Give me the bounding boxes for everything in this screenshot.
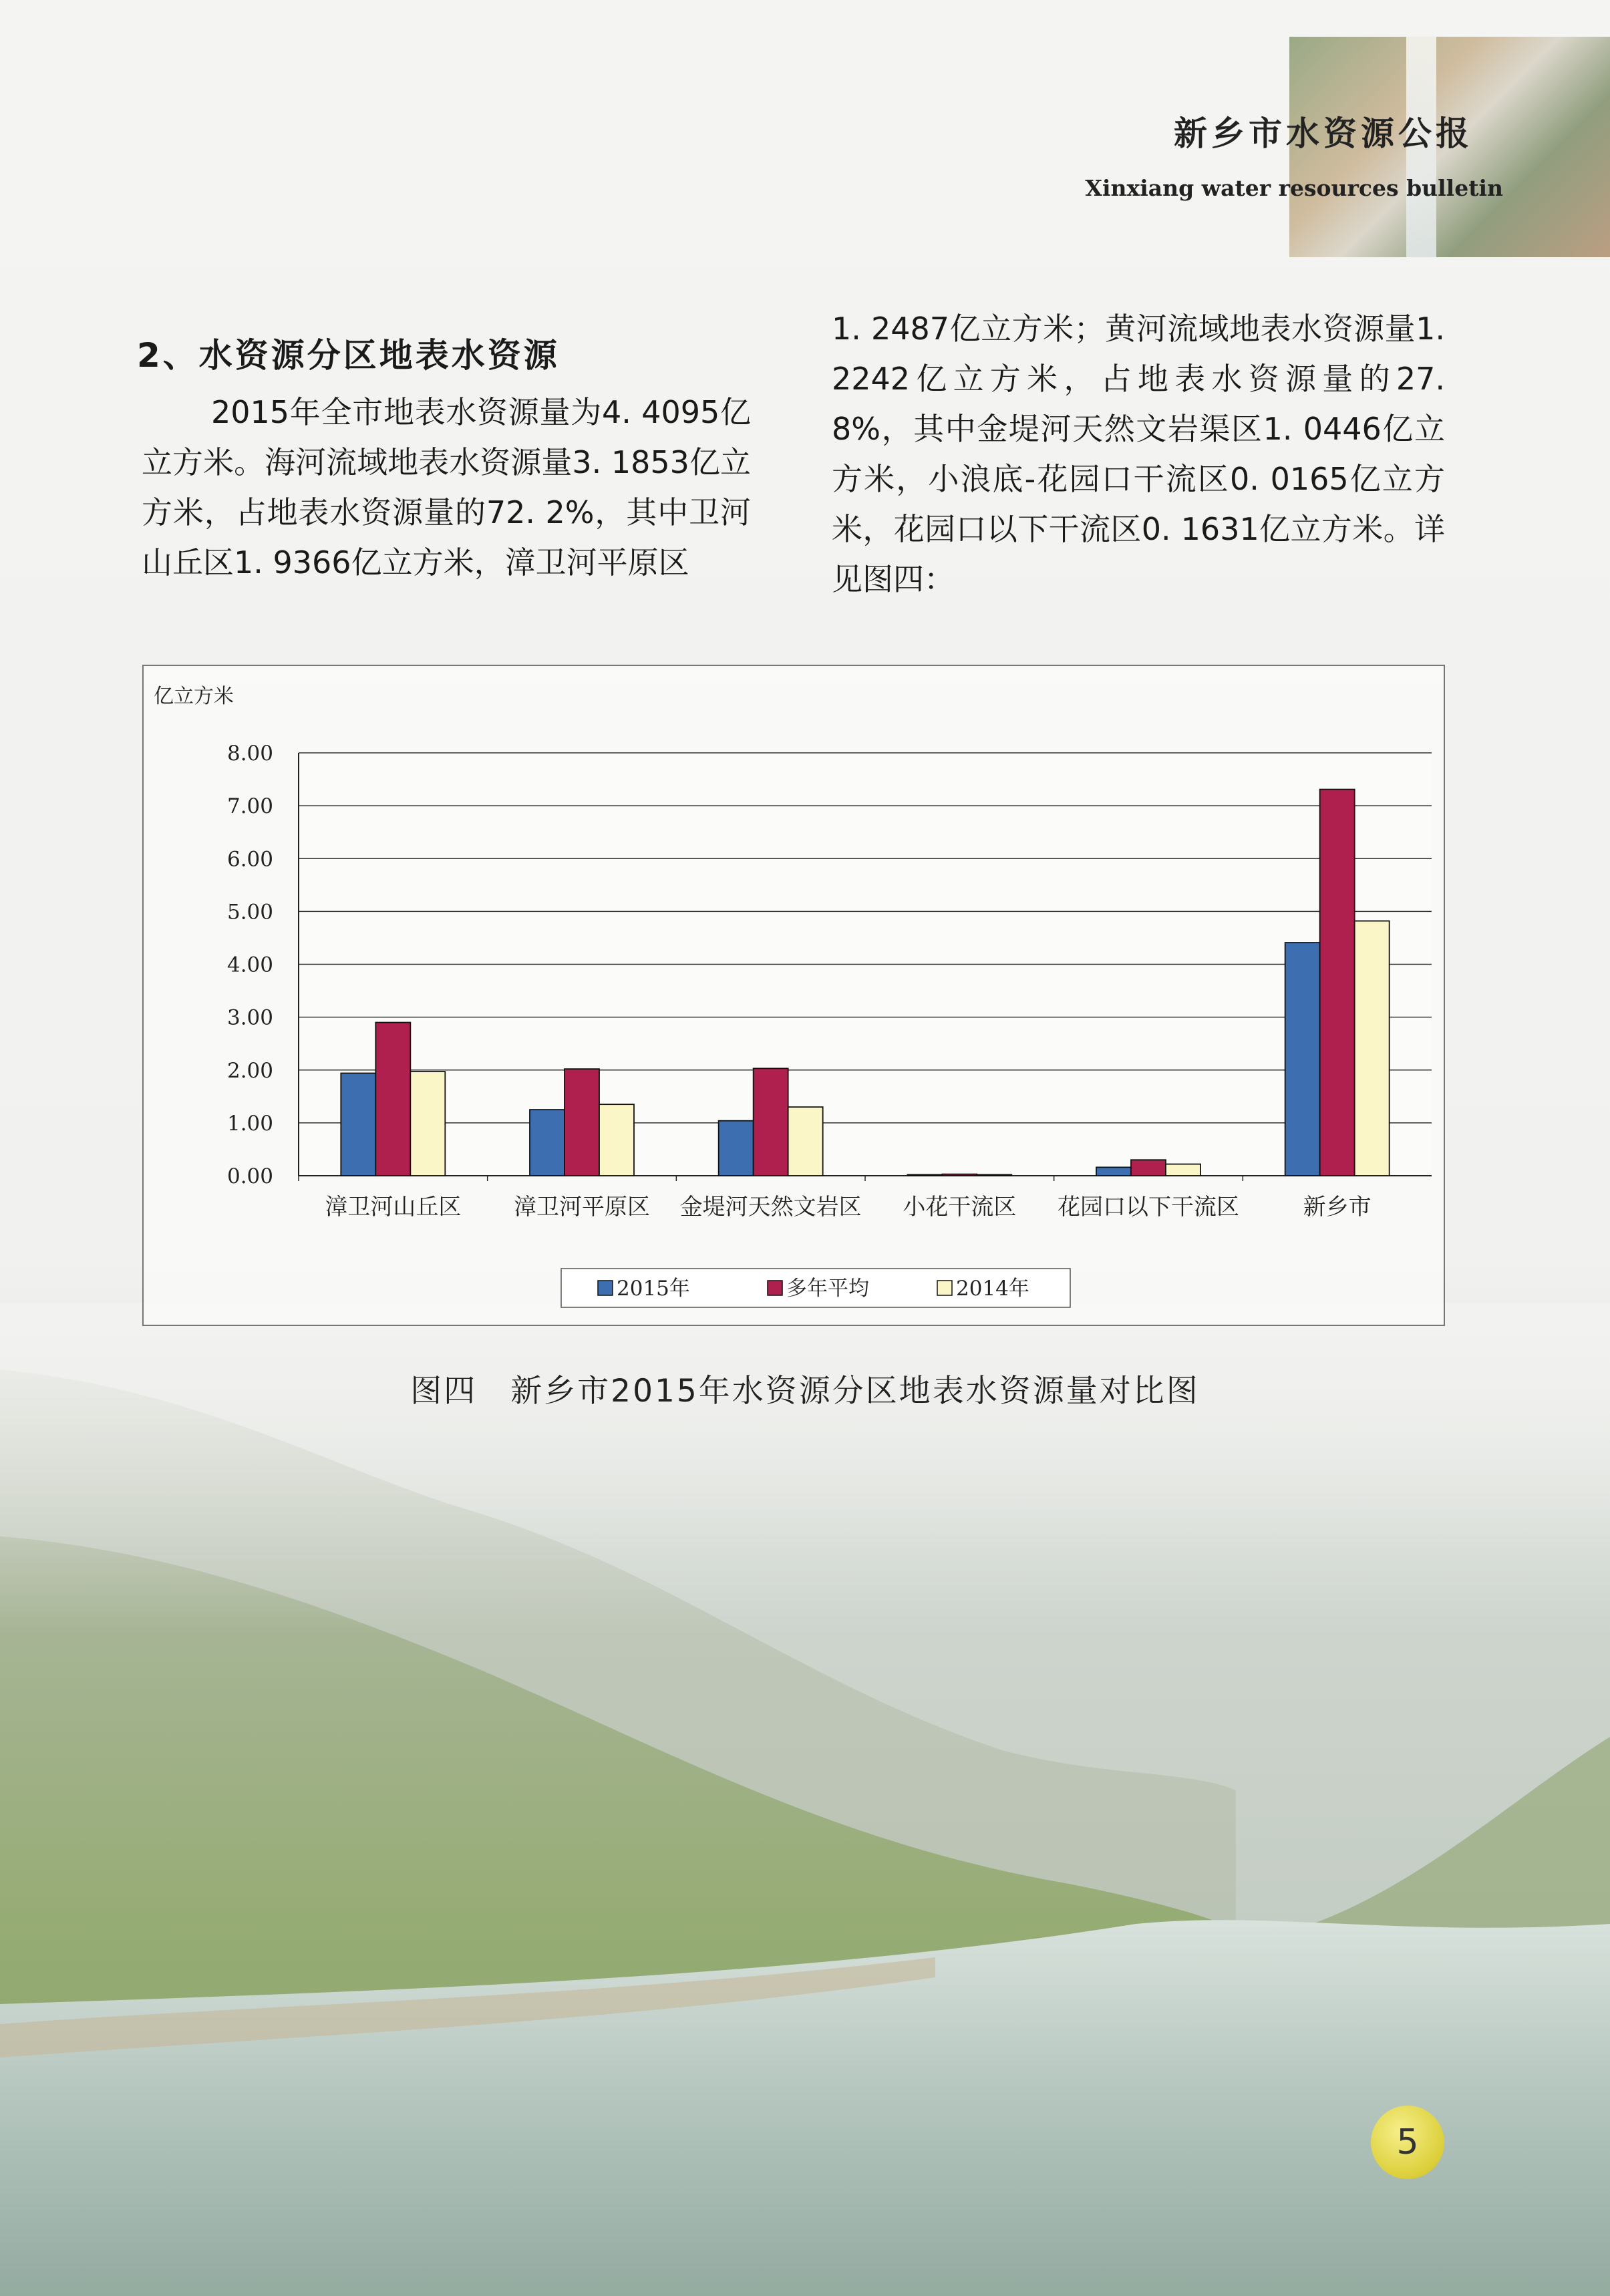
y-tick-label: 4.00 — [226, 953, 273, 977]
bulletin-subtitle: Xinxiang water resources bulletin — [1085, 175, 1503, 201]
paragraph-right: 1. 2487亿立方米；黄河流域地表水资源量1. 2242亿立方米，占地表水资源量的27. 8%，其中金堤河天然文岩渠区1. 0446亿立方米，小浪底-花园口干流区0. 0165亿立方米，花园口以下干流区0. 1631亿立方米。详见图四： — [832, 311, 1445, 597]
y-tick-label: 3.00 — [226, 1005, 273, 1030]
bar-2015年-金堤河天然文岩区 — [719, 1121, 754, 1176]
bar-2015年-小花干流区 — [907, 1174, 942, 1176]
chart-container — [142, 665, 1445, 1326]
section-heading: 2、水资源分区地表水资源 — [137, 336, 560, 375]
bar-2015年-漳卫河山丘区 — [341, 1073, 375, 1176]
bar-多年平均-花园口以下干流区 — [1131, 1160, 1166, 1176]
x-tick-label: 小花干流区 — [903, 1194, 1017, 1220]
bar-2014年-新乡市 — [1355, 921, 1390, 1176]
bar-2014年-花园口以下干流区 — [1166, 1164, 1200, 1176]
x-tick-label: 漳卫河山丘区 — [325, 1194, 462, 1220]
y-tick-label: 7.00 — [226, 794, 273, 819]
paragraph-left: 2015年全市地表水资源量为4. 4095亿立方米。海河流域地表水资源量3. 1853亿立方米，占地表水资源量的72. 2%，其中卫河山丘区1. 9366亿立方米，漳卫河平原区 — [142, 394, 751, 581]
y-tick-label: 1.00 — [226, 1111, 273, 1136]
y-tick-label: 6.00 — [226, 847, 273, 872]
bar-2015年-漳卫河平原区 — [530, 1110, 565, 1176]
legend-label: 2015年 — [617, 1277, 690, 1301]
y-tick-label: 2.00 — [226, 1058, 273, 1083]
bulletin-title: 新乡市水资源公报 — [1174, 114, 1473, 153]
legend-label: 多年平均 — [786, 1277, 869, 1301]
y-tick-label: 8.00 — [226, 742, 273, 766]
bar-2015年-花园口以下干流区 — [1096, 1167, 1131, 1176]
legend-label: 2014年 — [956, 1277, 1029, 1301]
legend-swatch-多年平均 — [768, 1281, 782, 1295]
bar-多年平均-漳卫河平原区 — [565, 1069, 599, 1176]
y-tick-label: 0.00 — [226, 1164, 273, 1188]
bar-2014年-金堤河天然文岩区 — [788, 1107, 823, 1176]
page-number: 5 — [1371, 2106, 1444, 2179]
x-tick-label: 新乡市 — [1303, 1194, 1372, 1220]
bar-多年平均-小花干流区 — [942, 1174, 977, 1176]
bar-多年平均-金堤河天然文岩区 — [754, 1068, 788, 1176]
bar-2014年-漳卫河平原区 — [599, 1104, 634, 1176]
bar-多年平均-漳卫河山丘区 — [375, 1023, 410, 1176]
legend-swatch-2014年 — [937, 1281, 952, 1295]
bar-chart — [144, 666, 1446, 1327]
bar-2014年-漳卫河山丘区 — [410, 1072, 445, 1176]
figure-caption: 图四 新乡市2015年水资源分区地表水资源量对比图 — [410, 1373, 1200, 1410]
bar-2014年-小花干流区 — [977, 1174, 1011, 1176]
x-tick-label: 花园口以下干流区 — [1058, 1194, 1239, 1220]
bar-多年平均-新乡市 — [1320, 790, 1355, 1176]
x-tick-label: 漳卫河平原区 — [514, 1194, 650, 1220]
legend-swatch-2015年 — [598, 1281, 613, 1295]
y-axis-label: 亿立方米 — [154, 685, 234, 708]
x-tick-label: 金堤河天然文岩区 — [679, 1194, 862, 1220]
bar-2015年-新乡市 — [1285, 943, 1320, 1176]
y-tick-label: 5.00 — [226, 900, 273, 925]
